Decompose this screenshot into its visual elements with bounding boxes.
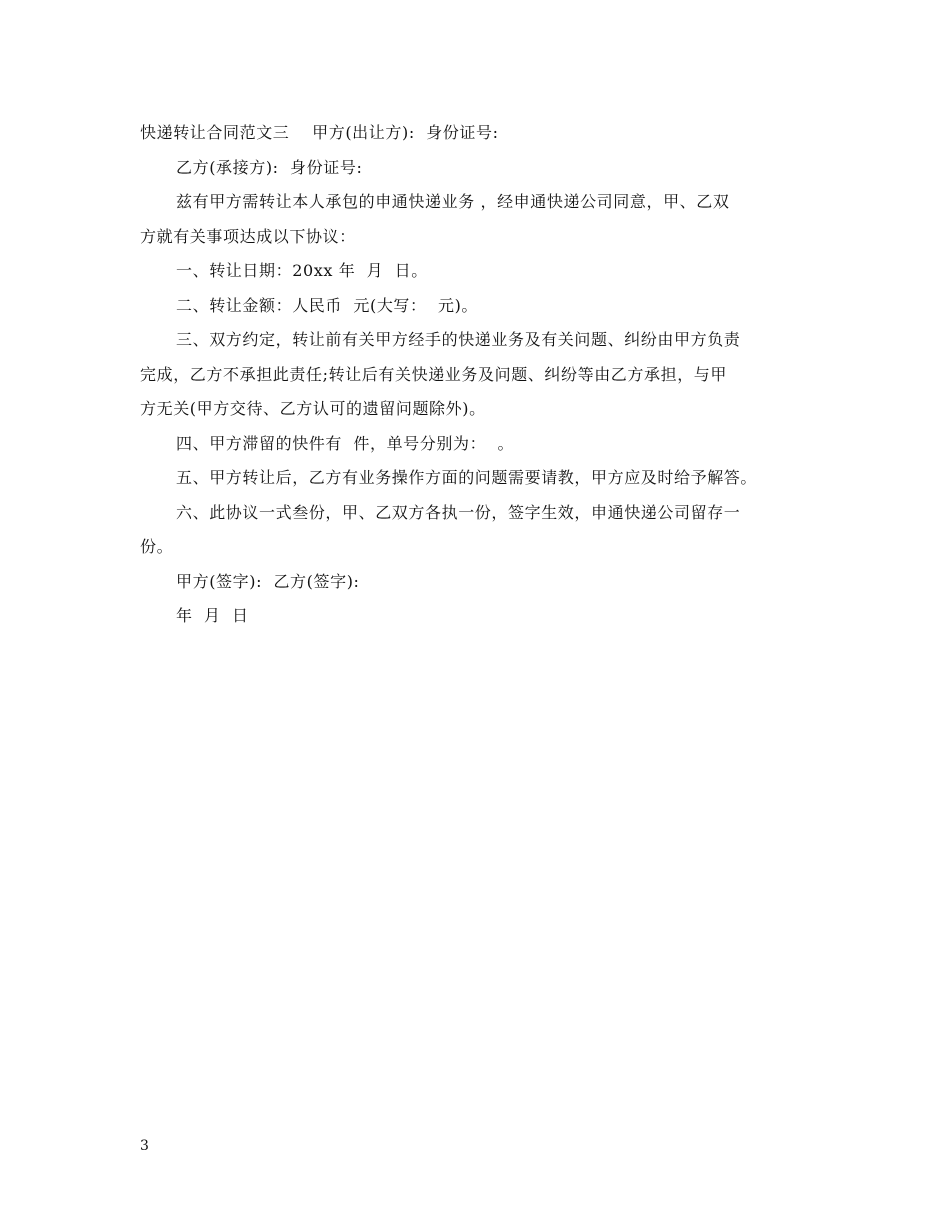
signature-line: 甲方(签字): 乙方(签字): <box>176 571 360 591</box>
text-line: 快递转让合同范文三 甲方(出让方): 身份证号: <box>140 123 499 142</box>
text-line: 份。 <box>140 537 174 556</box>
text-line: 方就有关事项达成以下协议： <box>140 226 356 246</box>
text-line: 兹有甲方需转让本人承包的申通快递业务 ，经申通快递公司同意，甲、乙双 <box>176 192 730 211</box>
page-number: 3 <box>140 1138 149 1154</box>
text-line: 四、甲方滞留的快件有 件，单号分别为： 。 <box>176 433 515 453</box>
text-line: 三、双方约定，转让前有关甲方经手的快递业务及有关问题、纠纷由甲方负责 <box>176 330 741 349</box>
text-line: 乙方(承接方): 身份证号: <box>176 157 363 177</box>
text-line: 二、转让金额：人民币 元(大写： 元)。 <box>176 295 479 315</box>
date-line: 年 月 日 <box>176 606 249 625</box>
text-line: 五、甲方转让后，乙方有业务操作方面的问题需要请教，甲方应及时给予解答。 <box>176 468 758 487</box>
text-line: 六、此协议一式叁份，甲、乙双方各执一份，签字生效，申通快递公司留存一 <box>176 502 741 522</box>
text-line: 完成，乙方不承担此责任;转让后有关快递业务及问题、纠纷等由乙方承担，与甲 <box>140 364 727 384</box>
document-body <box>140 116 820 634</box>
text-line: 方无关(甲方交待、乙方认可的遗留问题除外)。 <box>140 399 486 418</box>
text-line: 一、转让日期：20xx 年 月 日。 <box>176 261 428 280</box>
